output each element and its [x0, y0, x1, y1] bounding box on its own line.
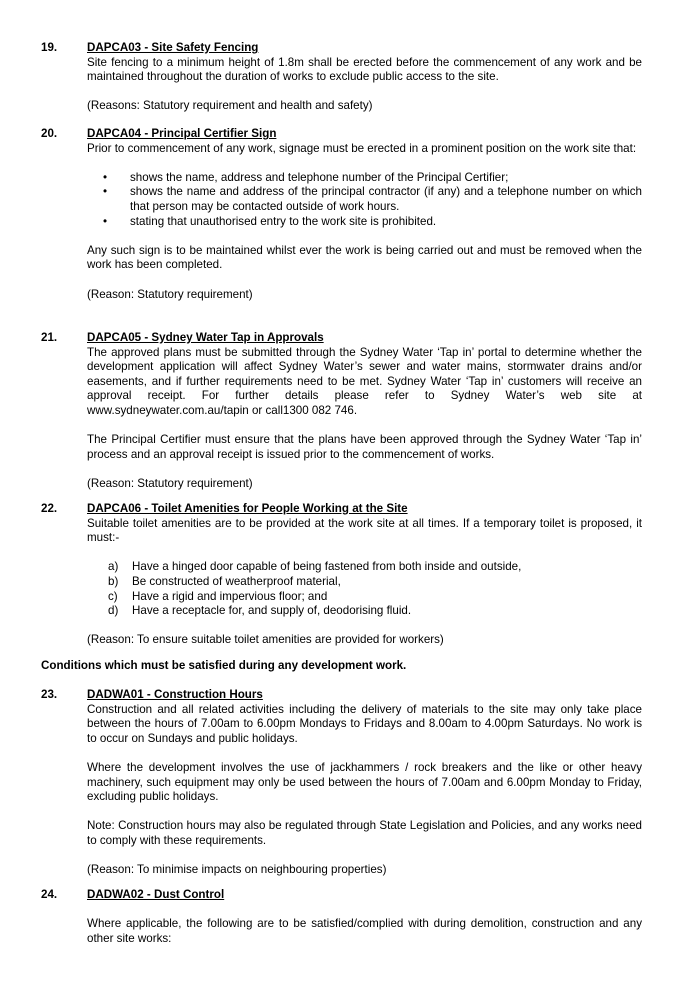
condition-number: 23. [41, 688, 58, 701]
condition-title: DAPCA04 - Principal Certifier Sign [87, 127, 277, 140]
condition-intro: Prior to commencement of any work, signage must be erected in a prominent position on the work site that: [87, 141, 637, 155]
condition-text: Any such sign is to be maintained whilst ever the work is being carried out and must be removed when the work has been completed. [87, 243, 642, 272]
bullet-list [87, 171, 642, 229]
condition-text: Where applicable, the following are to be satisfied/complied with during demolition, construction and any other site works: [87, 917, 642, 945]
condition-number: 21. [41, 331, 58, 344]
condition-text-2: The Principal Certifier must ensure that the plans have been approved through the Sydney Water ‘Tap in’ process and an approval receipt is issued prior to the commencement of works. [87, 433, 642, 461]
condition-text: Site fencing to a minimum height of 1.8m shall be erected before the commencement of any work and be maintained throughout the duration of works to exclude public access to the site. [87, 55, 642, 84]
bullet-icon: • [103, 214, 108, 228]
lettered-list [87, 560, 642, 618]
condition-intro: Suitable toilet amenities are to be provided at the work site at all times. If a temporary toilet is proposed, it must:- [87, 516, 642, 545]
list-item: • shows the name, address and telephone number of the Principal Certifier; [103, 170, 509, 184]
condition-note: Note: Construction hours may also be regulated through State Legislation and Policies, and any works need to comply with these requirements. [87, 819, 642, 847]
condition-reason: (Reason: Statutory requirement) [87, 476, 253, 490]
condition-reason: (Reason: Statutory requirement) [87, 287, 253, 301]
bullet-icon: • [103, 185, 108, 199]
condition-reason: (Reason: To minimise impacts on neighbouring properties) [87, 863, 387, 877]
list-item: • stating that unauthorised entry to the work site is prohibited. [103, 214, 437, 228]
condition-text: The approved plans must be submitted through the Sydney Water ‘Tap in’ portal to determine whether the development application will affect Sydney Water’s sewer and water mains, stormwater drains and/or easements, and if further requirements need to be met. Sydney Water ‘Tap in’ customers will receive an approval receipt. For further details please refer to Sydney Water’s web site at www.sydneywater.com.au/tapin or call1300 082 746. [87, 345, 642, 417]
condition-number: 22. [41, 502, 58, 515]
section-heading: Conditions which must be satisfied during any development work. [41, 659, 407, 672]
condition-title: DAPCA05 - Sydney Water Tap in Approvals [87, 331, 324, 344]
condition-title: DADWA01 - Construction Hours [87, 688, 263, 701]
condition-text: Construction and all related activities including the delivery of materials to the site may only take place between the hours of 7.00am to 6.00pm Mondays to Fridays and 8.00am to 4.00pm Saturdays. No work is to occur on Sundays and public holidays. [87, 702, 642, 745]
list-item: d) Have a receptacle for, and supply of, deodorising fluid. [108, 604, 412, 618]
list-item: b) Be constructed of weatherproof material, [108, 574, 341, 588]
condition-reason: (Reasons: Statutory requirement and health and safety) [87, 99, 373, 113]
list-item: a) Have a hinged door capable of being fastened from both inside and outside, [108, 560, 522, 574]
condition-reason: (Reason: To ensure suitable toilet amenities are provided for workers) [87, 633, 444, 647]
list-item: c) Have a rigid and impervious floor; and [108, 589, 328, 603]
list-item: • shows the name and address of the principal contractor (if any) and a telephone number on which that person may be contacted outside of work hours. [103, 185, 642, 213]
condition-title: DAPCA06 - Toilet Amenities for People Working at the Site [87, 502, 408, 515]
condition-title: DAPCA03 - Site Safety Fencing [87, 41, 259, 54]
condition-number: 20. [41, 127, 58, 140]
bullet-icon: • [103, 170, 108, 184]
condition-text-2: Where the development involves the use of jackhammers / rock breakers and the like or other heavy machinery, such equipment may only be used between the hours of 7.00am and 6.00pm Monday to Friday, excluding public holidays. [87, 760, 642, 804]
condition-number: 19. [41, 41, 58, 54]
condition-title: DADWA02 - Dust Control [87, 888, 225, 901]
condition-number: 24. [41, 888, 58, 901]
